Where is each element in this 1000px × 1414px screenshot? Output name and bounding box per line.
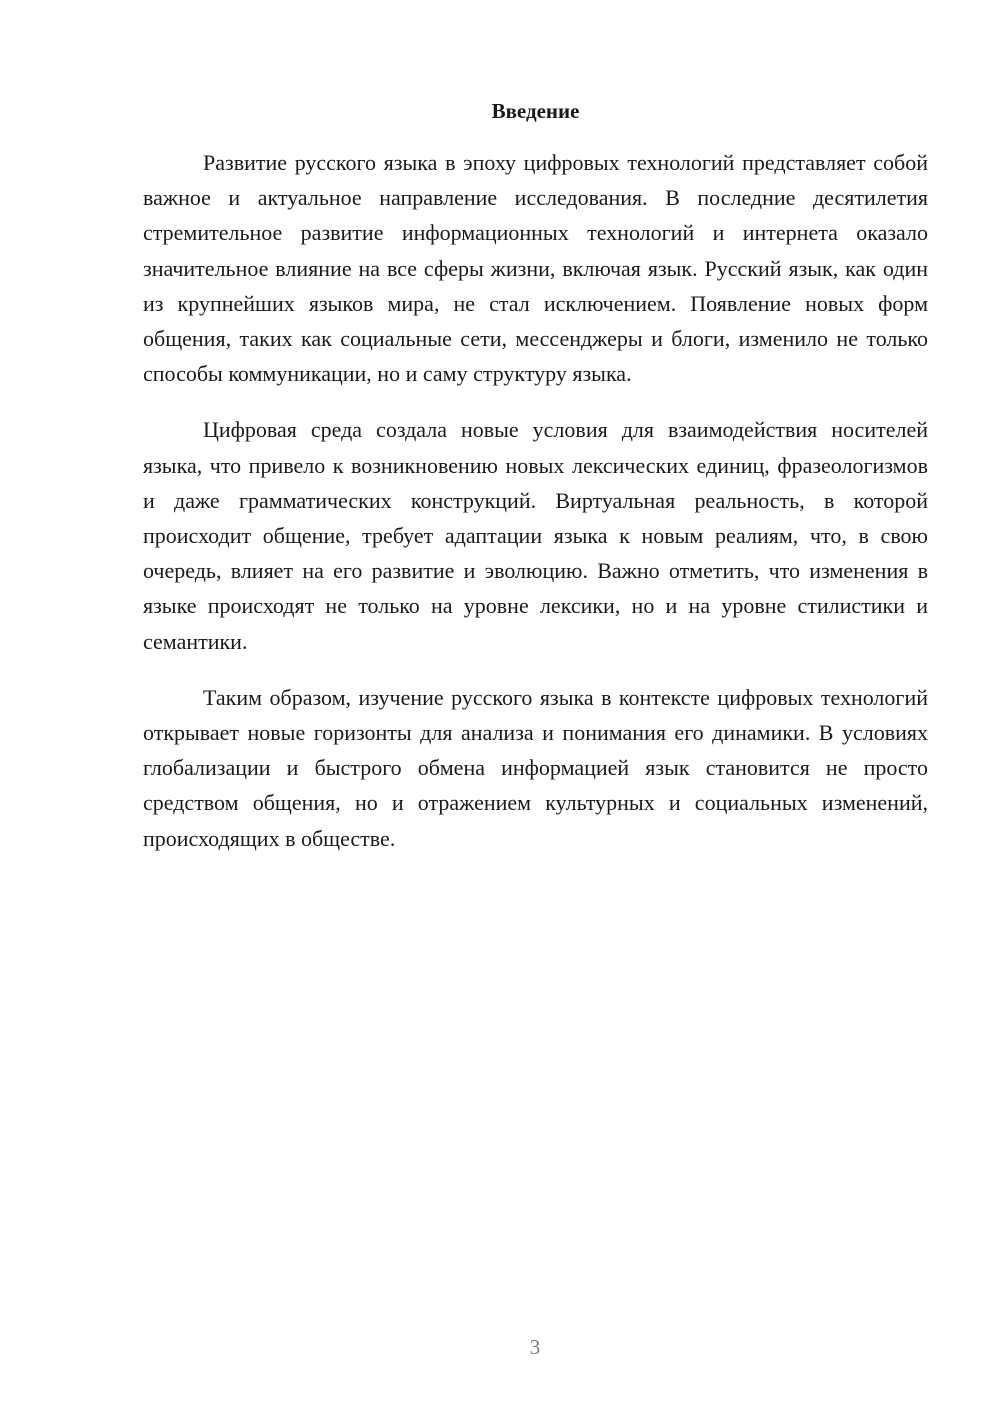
page-body [143,97,928,877]
paragraph-3: Таким образом, изучение русского языка в контексте цифровых технологий открывает новые горизонты для анализа и понимания его динамики. В условиях глобализации и быстрого обмена информацией язык становится не просто средством общения, но и отражением культурных и социальных изменений, происходящих в обществе. [143,684,928,851]
page-number: 3 [529,1335,541,1359]
paragraph-1: Развитие русского языка в эпоху цифровых технологий представляет собой важное и актуальное направление исследования. В последние десятилетия стремительное развитие информационных технологий и интернета оказало значительное влияние на все сферы жизни, включая язык. Русский язык, как один из крупнейших языков мира, не стал исключением. Появление новых форм общения, таких как социальные сети, мессенджеры и блоги, изменило не только способы коммуникации, но и саму структуру языка. [143,150,928,387]
section-heading: Введение [491,99,580,123]
paragraph-2: Цифровая среда создала новые условия для взаимодействия носителей языка, что привело к возникновению новых лексических единиц, фразеологизмов и даже грамматических конструкций. Виртуальная реальность, в которой происходит общение, требует адаптации языка к новым реалиям, что, в свою очередь, влияет на его развитие и эволюцию. Важно отметить, что изменения в языке происходят не только на уровне лексики, но и на уровне стилистики и семантики. [143,417,928,654]
